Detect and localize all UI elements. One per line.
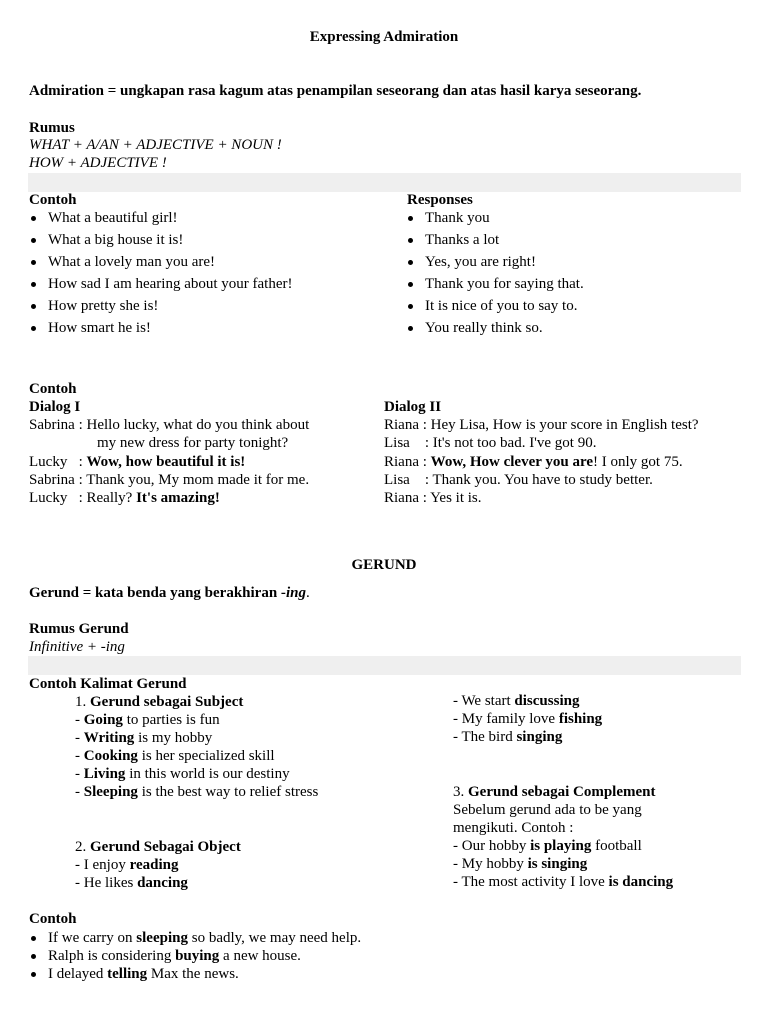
contoh-heading: Contoh (29, 192, 77, 208)
example-line (453, 728, 562, 746)
gerund-word: singing (516, 729, 563, 745)
list-item: Yes, you are right! (406, 253, 584, 275)
example-line (453, 710, 602, 728)
dialog-text: Really? (86, 490, 137, 506)
rumus-formula-how: HOW + ADJECTIVE ! (29, 155, 167, 171)
text: so badly, we may need help. (187, 930, 362, 946)
subject-heading (75, 693, 243, 711)
gerund-word: is singing (527, 856, 588, 872)
list-item: How smart he is! (29, 319, 293, 341)
gerund-title: GERUND (351, 557, 417, 573)
text: - (75, 730, 84, 746)
text: - The bird (453, 729, 517, 745)
speaker: Riana : (384, 454, 431, 470)
example-line (453, 692, 579, 710)
gerund-word: Going (83, 712, 123, 728)
text: is the best way to relief stress (137, 784, 319, 800)
complement-description: mengikuti. Contoh : (453, 820, 574, 836)
dialog-text: Hello lucky, what do you think about (86, 417, 310, 433)
section-title: Gerund sebagai Complement (468, 784, 656, 800)
dialog-2-line: Riana : Hey Lisa, How is your score in English test? (384, 417, 699, 433)
section-title: Gerund sebagai Subject (90, 694, 244, 710)
responses-heading: Responses (407, 192, 473, 208)
rumus-gerund-formula: Infinitive + -ing (29, 639, 125, 655)
section-number: 1. (75, 694, 90, 710)
speaker: Lucky : (29, 454, 87, 470)
list-item: What a beautiful girl! (29, 209, 293, 231)
gerund-word: Cooking (83, 748, 138, 764)
text: - We start (453, 693, 515, 709)
complement-description: Sebelum gerund ada to be yang (453, 802, 642, 818)
gerund-definition (29, 584, 310, 602)
final-contoh-heading: Contoh (29, 911, 77, 927)
text: - (75, 784, 84, 800)
rumus-heading: Rumus (29, 120, 75, 136)
dialog-1-line (29, 489, 220, 507)
list-item: Thank you (406, 209, 584, 231)
text: is my hobby (134, 730, 213, 746)
admiration-expression: It's amazing! (136, 490, 220, 506)
list-item (29, 929, 361, 947)
gerund-word: buying (175, 948, 220, 964)
speaker: Lucky : (29, 490, 87, 506)
section-title: Gerund Sebagai Object (90, 839, 241, 855)
list-item: You really think so. (406, 319, 584, 341)
page-title: Expressing Admiration (309, 29, 459, 45)
example-line (453, 837, 642, 855)
complement-heading (453, 783, 656, 801)
text: - My hobby (453, 856, 528, 872)
contoh-list (29, 209, 293, 341)
shaded-band (28, 173, 741, 192)
text: Ralph is considering (48, 948, 176, 964)
final-contoh-list (29, 929, 361, 983)
text: is her specialized skill (137, 748, 275, 764)
list-item: How pretty she is! (29, 297, 293, 319)
gerund-word: reading (129, 857, 179, 873)
text: - My family love (453, 711, 559, 727)
example-line (453, 855, 587, 873)
text: - Our hobby (453, 838, 531, 854)
example-line (75, 874, 188, 892)
text: Max the news. (147, 966, 239, 982)
dialog-2-line: Lisa : It's not too bad. I've got 90. (384, 435, 597, 451)
definition-end: . (305, 585, 310, 601)
gerund-word: Living (83, 766, 126, 782)
gerund-word: telling (107, 966, 148, 982)
gerund-word: is dancing (608, 874, 674, 890)
dialog-2-line (384, 453, 683, 471)
text: a new house. (219, 948, 301, 964)
shaded-band (28, 656, 741, 675)
text: I delayed (48, 966, 108, 982)
gerund-word: dancing (137, 875, 188, 891)
dialog-1-line-continuation: my new dress for party tonight? (97, 435, 289, 451)
admiration-expression: Wow, how beautiful it is! (86, 454, 246, 470)
example-line (75, 765, 290, 783)
definition-suffix: ing (285, 585, 306, 601)
text: football (591, 838, 642, 854)
gerund-word: fishing (558, 711, 603, 727)
gerund-word: is playing (530, 838, 592, 854)
list-item (29, 947, 361, 965)
text: to parties is fun (122, 712, 220, 728)
rumus-gerund-heading: Rumus Gerund (29, 621, 129, 637)
contoh-kalimat-heading: Contoh Kalimat Gerund (29, 676, 187, 692)
section-number: 3. (453, 784, 468, 800)
dialog-2-title: Dialog II (384, 399, 442, 415)
dialog-1-line (29, 471, 309, 489)
gerund-word: discussing (514, 693, 580, 709)
responses-list (406, 209, 584, 341)
object-heading (75, 838, 241, 856)
definition-text: Gerund = kata benda yang berakhiran - (29, 585, 286, 601)
example-line (75, 783, 318, 801)
example-line (75, 711, 220, 729)
example-line (453, 873, 673, 891)
dialog-section-heading: Contoh (29, 381, 77, 397)
gerund-word: Sleeping (83, 784, 138, 800)
text: - The most activity I love (453, 874, 609, 890)
text: - He likes (75, 875, 138, 891)
text: - (75, 748, 84, 764)
admiration-expression: Wow, How clever you are (430, 454, 593, 470)
dialog-text: Thank you, My mom made it for me. (86, 472, 310, 488)
list-item: What a big house it is! (29, 231, 293, 253)
dialog-1-line (29, 416, 309, 434)
list-item: What a lovely man you are! (29, 253, 293, 275)
text: in this world is our destiny (125, 766, 290, 782)
dialog-2-line: Riana : Yes it is. (384, 490, 482, 506)
list-item (29, 965, 361, 983)
speaker: Sabrina : (29, 417, 87, 433)
speaker: Sabrina : (29, 472, 87, 488)
text: - I enjoy (75, 857, 130, 873)
example-line (75, 856, 178, 874)
section-number: 2. (75, 839, 90, 855)
admiration-definition: Admiration = ungkapan rasa kagum atas penampilan seseorang dan atas hasil karya seseorang. (29, 83, 642, 99)
rumus-formula-what: WHAT + A/AN + ADJECTIVE + NOUN ! (29, 137, 282, 153)
text: - (75, 712, 84, 728)
example-line (75, 747, 275, 765)
dialog-1-line (29, 453, 245, 471)
text: - (75, 766, 84, 782)
dialog-1-title: Dialog I (29, 399, 81, 415)
list-item: How sad I am hearing about your father! (29, 275, 293, 297)
gerund-word: Writing (83, 730, 135, 746)
dialog-2-line: Lisa : Thank you. You have to study better. (384, 472, 653, 488)
dialog-text: ! I only got 75. (593, 454, 683, 470)
text: If we carry on (48, 930, 137, 946)
list-item: Thanks a lot (406, 231, 584, 253)
list-item: It is nice of you to say to. (406, 297, 584, 319)
example-line (75, 729, 212, 747)
gerund-word: sleeping (136, 930, 188, 946)
list-item: Thank you for saying that. (406, 275, 584, 297)
